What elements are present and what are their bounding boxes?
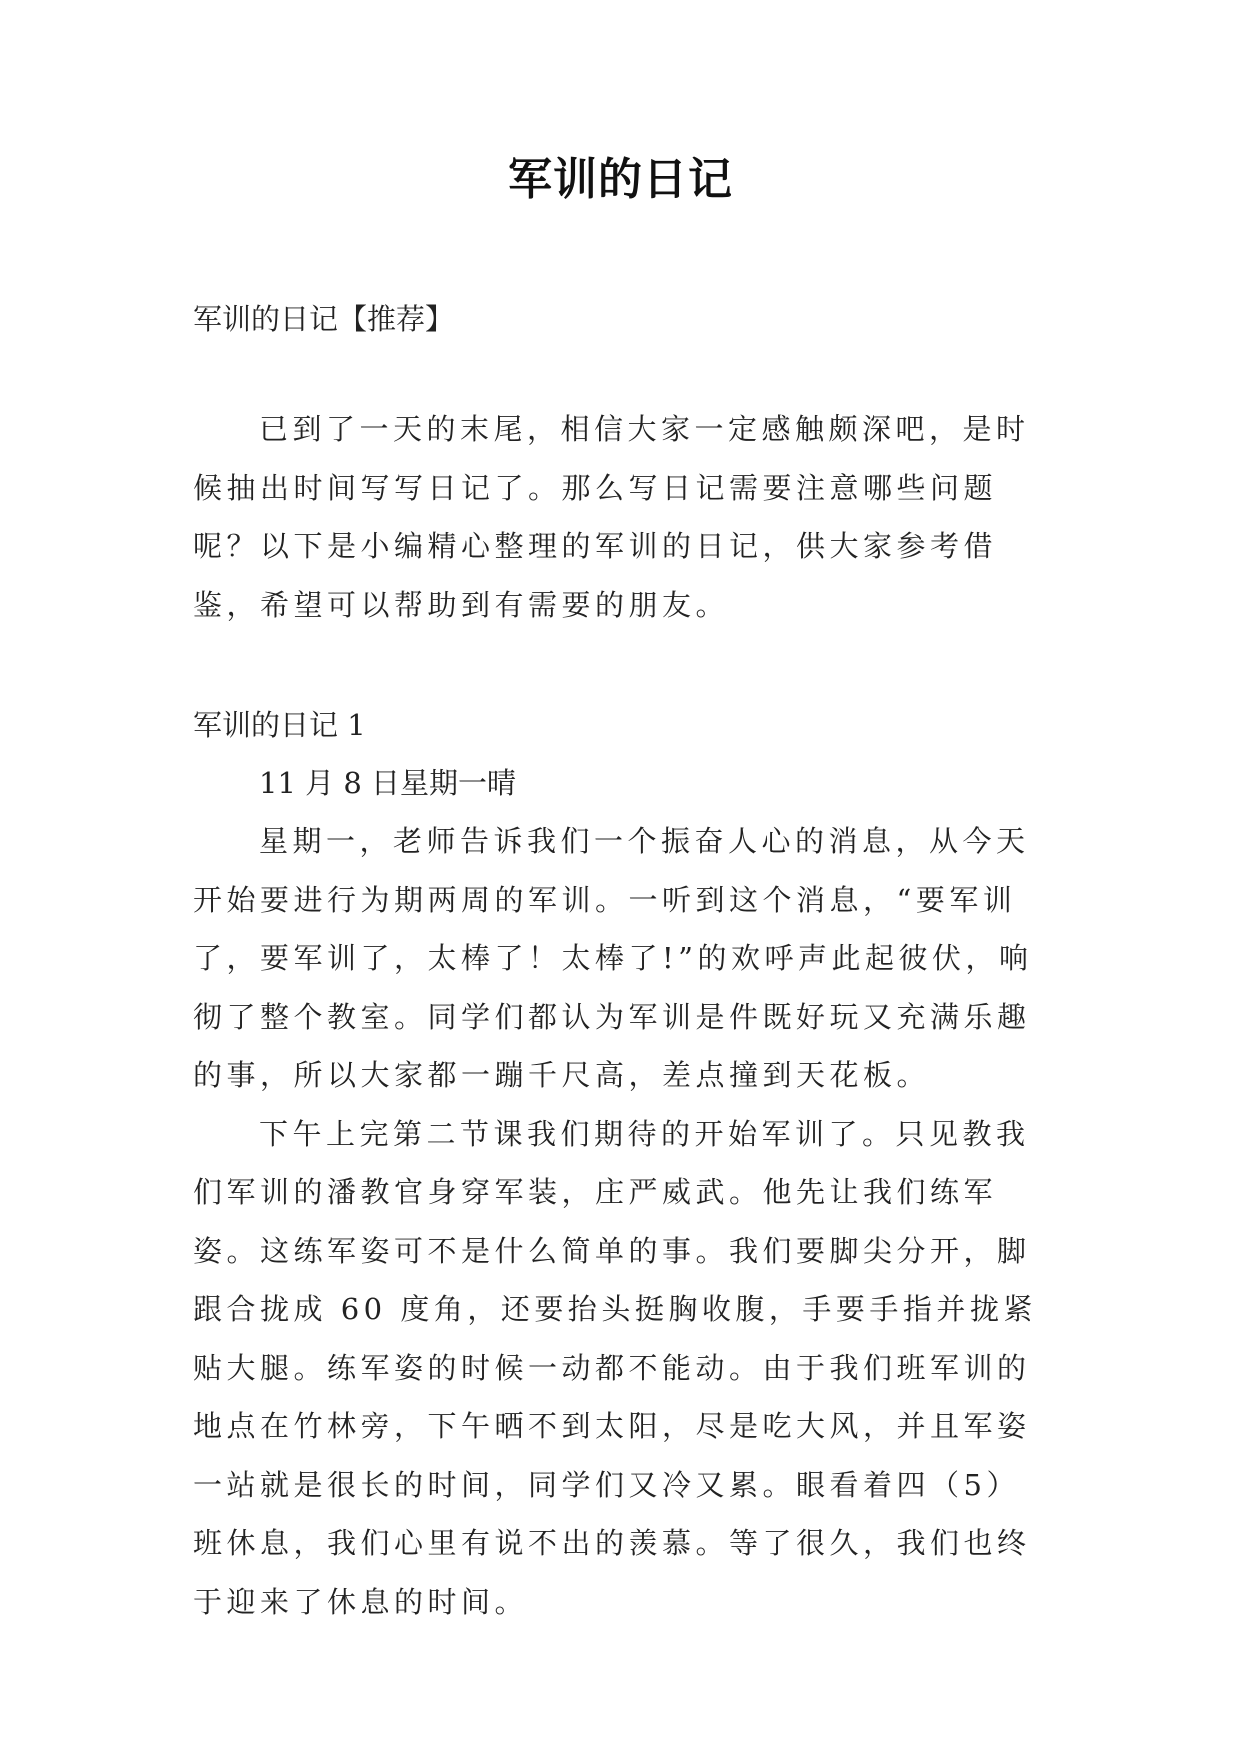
spacer xyxy=(193,634,1053,696)
section-heading: 军训的日记 1 xyxy=(193,708,366,742)
body-paragraph: 星期一，老师告诉我们一个振奋人心的消息，从今天开始要进行为期两周的军训。一听到这个消息，“要军训了，要军训了，太棒了！太棒了!”的欢呼声此起彼伏，响彻了整个教室。同学们都认为军训是件既好玩又充满乐趣的事，所以大家都一蹦千尺高，差点撞到天花板。 xyxy=(193,824,1033,1092)
document-title: 军训的日记 xyxy=(508,154,733,205)
spacer xyxy=(193,348,1053,400)
intro-paragraph: 已到了一天的末尾，相信大家一定感触颇深吧，是时候抽出时间写写日记了。那么写日记需要注意哪些问题呢？以下是小编精心整理的军训的日记，供大家参考借鉴，希望可以帮助到有需要的朋友。 xyxy=(193,412,1030,622)
document-body xyxy=(193,290,1053,1631)
document-subtitle: 军训的日记【推荐】 xyxy=(193,302,455,336)
body-paragraph: 下午上完第二节课我们期待的开始军训了。只见教我们军训的潘教官身穿军装，庄严威武。他先让我们练军姿。这练军姿可不是什么简单的事。我们要脚尖分开，脚跟合拢成 60 度角，还要抬头挺胸收腹，手要手指并拢紧贴大腿。练军姿的时候一动都不能动。由于我们班军训的地点在竹林旁，下午晒不到太阳，尽是吃大风，并且军姿一站就是很长的时间，同学们又冷又累。眼看着四（5）班休息，我们心里有说不出的羡慕。等了很久，我们也终于迎来了休息的时间。 xyxy=(193,1116,1037,1619)
diary-date-line: 11 月 8 日星期一晴 xyxy=(259,766,517,800)
